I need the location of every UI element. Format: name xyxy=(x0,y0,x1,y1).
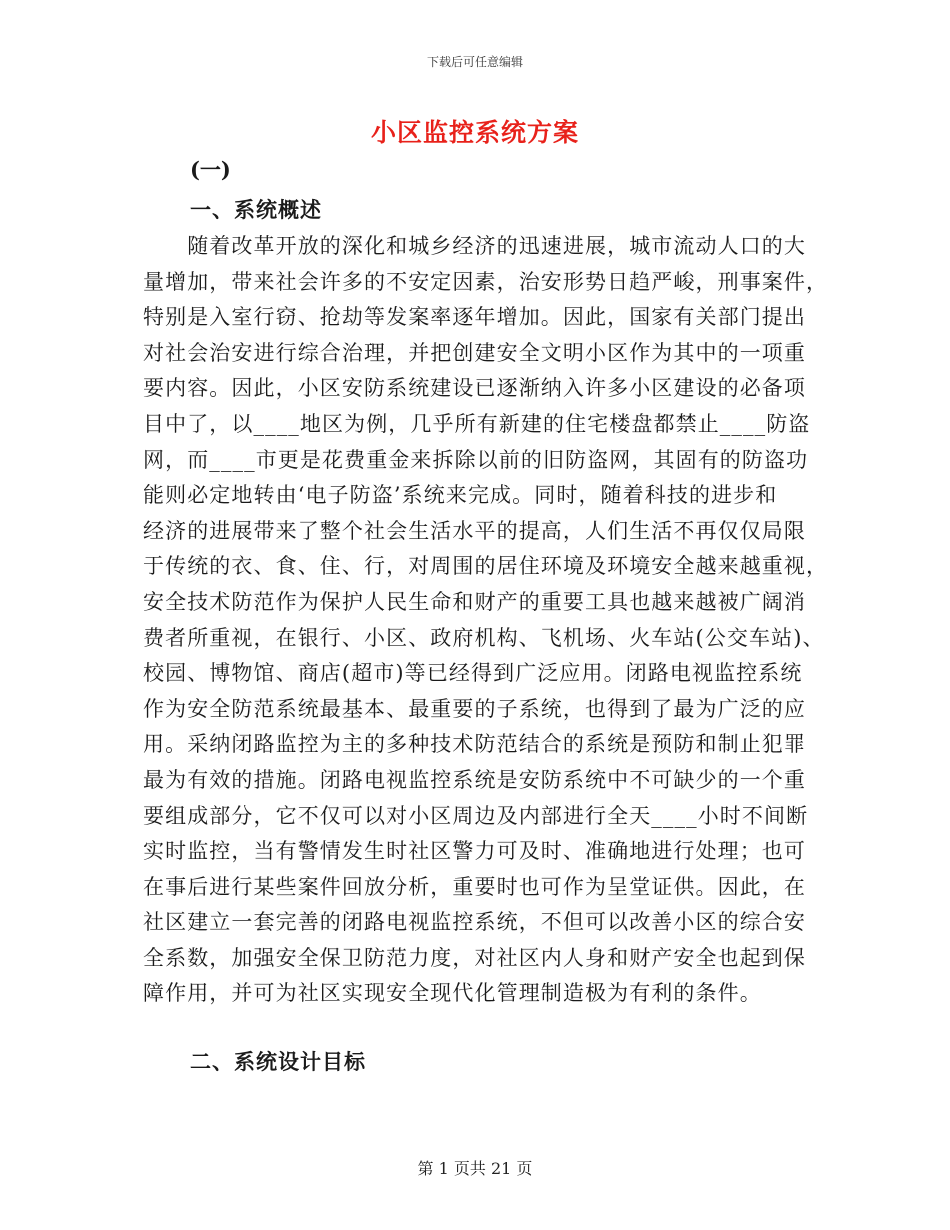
overview-paragraph xyxy=(143,229,829,1012)
paragraph-line: 作为安全防范系统最基本、最重要的子系统，也得到了最为广泛的应 xyxy=(143,696,806,721)
paragraph-line: 随着改革开放的深化和城乡经济的迅速进展，城市流动人口的大 xyxy=(143,234,806,258)
paragraph-line: 经济的进展带来了整个社会生活水平的提高，人们生活不再仅仅局限 xyxy=(143,518,806,543)
page-footer: 第 1 页共 21 页 xyxy=(417,1159,533,1178)
paragraph-line: 量增加，带来社会许多的不安定因素，治安形势日趋严峻，刑事案件， xyxy=(143,269,829,294)
paragraph-line: 要组成部分，它不仅可以对小区周边及内部进行全天____小时不间断 xyxy=(143,803,809,828)
paragraph-line: 要内容。因此，小区安防系统建设已逐渐纳入许多小区建设的必备项 xyxy=(143,376,806,401)
paragraph-line: 费者所重视，在银行、小区、政府机构、飞机场、火车站(公交车站)、 xyxy=(143,625,825,650)
paragraph-line: 用。采纳闭路监控为主的多种技术防范结合的系统是预防和制止犯罪 xyxy=(143,732,806,757)
paragraph-line: 校园、博物馆、商店(超市)等已经得到广泛应用。闭路电视监控系统 xyxy=(143,661,803,686)
section-marker: (一) xyxy=(190,157,231,182)
paragraph-line: 在事后进行某些案件回放分析，重要时也可作为呈堂证供。因此，在 xyxy=(143,874,806,899)
document-title: 小区监控系统方案 xyxy=(370,118,579,147)
paragraph-line: 于传统的衣、食、住、行，对周围的居住环境及环境安全越来越重视， xyxy=(143,554,829,579)
paragraph-line: 全系数，加强安全保卫防范力度，对社区内人身和财产安全也起到保 xyxy=(143,945,806,970)
header-note: 下载后可任意编辑 xyxy=(426,55,523,69)
paragraph-line: 社区建立一套完善的闭路电视监控系统，不但可以改善小区的综合安 xyxy=(143,910,806,935)
paragraph-line: 能则必定地转由‘电子防盗’系统来完成。同时，随着科技的进步和 xyxy=(143,483,778,508)
paragraph-line: 特别是入室行窃、抢劫等发案率逐年增加。因此，国家有关部门提出 xyxy=(143,305,806,330)
paragraph-line: 障作用，并可为社区实现安全现代化管理制造极为有利的条件。 xyxy=(143,981,762,1006)
section-heading-design-goals: 二、系统设计目标 xyxy=(190,1049,366,1074)
paragraph-line: 实时监控，当有警情发生时社区警力可及时、准确地进行处理；也可 xyxy=(143,839,806,864)
paragraph-line: 安全技术防范作为保护人民生命和财产的重要工具也越来越被广阔消 xyxy=(143,589,806,614)
paragraph-line: 目中了，以____地区为例，几乎所有新建的住宅楼盘都禁止____防盗 xyxy=(143,411,811,436)
paragraph-line: 最为有效的措施。闭路电视监控系统是安防系统中不可缺少的一个重 xyxy=(143,767,806,792)
paragraph-line: 对社会治安进行综合治理，并把创建安全文明小区作为其中的一项重 xyxy=(143,340,806,365)
paragraph-line: 网，而____市更是花费重金来拆除以前的旧防盗网，其固有的防盗功 xyxy=(143,447,809,472)
section-heading-overview: 一、系统概述 xyxy=(190,197,322,222)
